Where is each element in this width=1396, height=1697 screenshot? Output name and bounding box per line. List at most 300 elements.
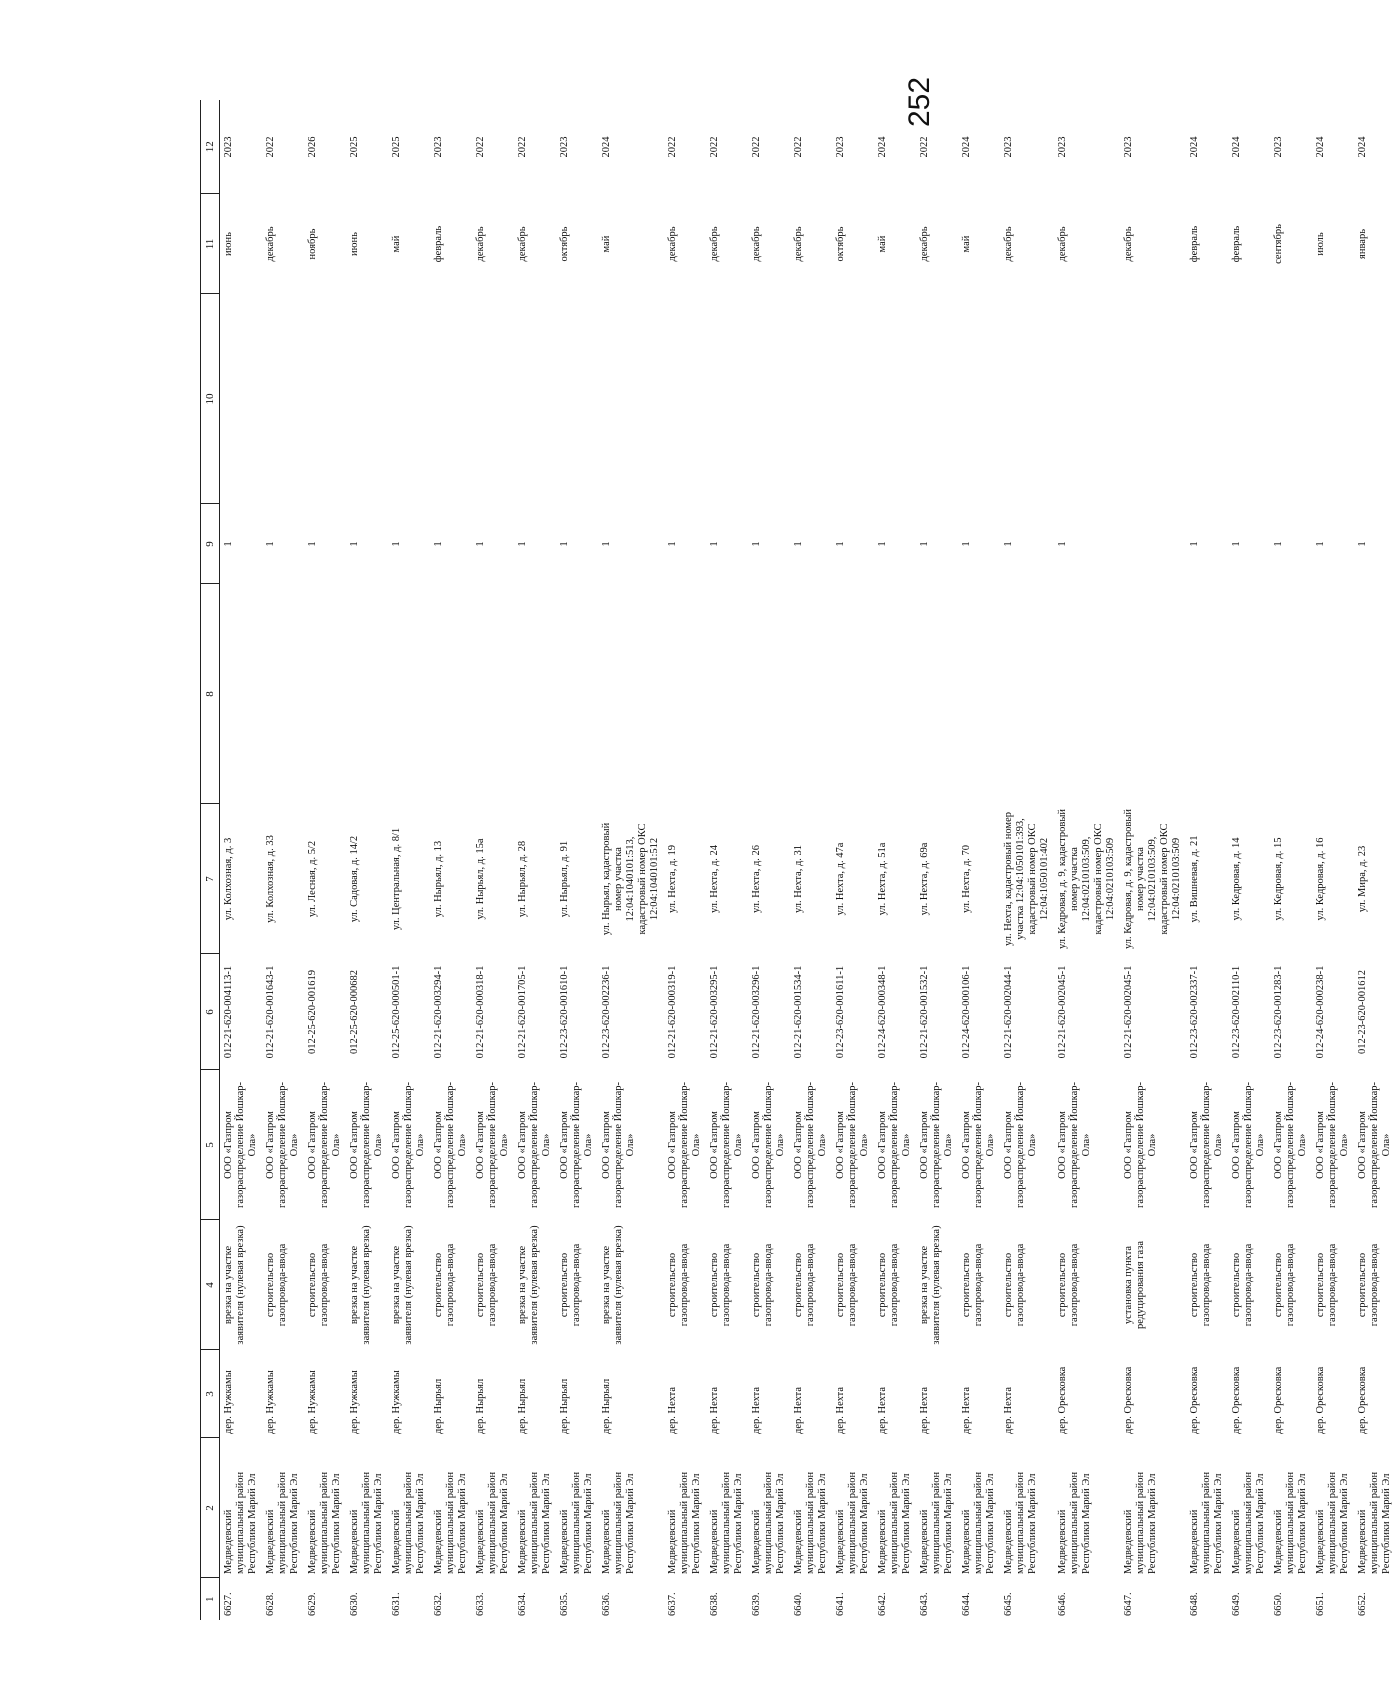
organization-cell: ООО «Газпром газораспределение Йошкар-Ола» [961,1082,996,1208]
row-number: 6628. [265,1592,276,1616]
year-cell: 2024 [1231,136,1242,158]
work-type-cell: строительство газопровода-ввода [1357,1243,1380,1327]
work-type-cell: врезка на участке заявителя (нулевая врезка) [919,1225,942,1345]
column-10-cell [1354,294,1396,504]
column-10-cell [1312,294,1354,504]
column-8-cell [832,584,874,804]
work-type-cell: строительство газопровода-ввода [835,1243,858,1327]
row-number: 6630. [349,1592,360,1616]
table-row [346,100,388,1620]
month-cell: май [877,235,888,253]
district-cell: Медведевский муниципальный район Республики Марий Эл [1231,1471,1266,1574]
month-cell: декабрь [1057,226,1068,262]
work-type-cell: строительство газопровода-ввода [667,1243,690,1327]
village-cell: дер. Нужкамы [265,1370,276,1434]
column-8-cell [472,584,514,804]
column-10-cell [304,294,346,504]
year-cell: 2024 [601,136,612,158]
month-cell: декабрь [793,226,804,262]
district-cell: Медведевский муниципальный район Республики Марий Эл [751,1471,786,1574]
application-code-cell: 012-23-620-001611-1 [835,965,846,1059]
quantity-cell: 1 [1231,541,1242,547]
organization-cell: ООО «Газпром газораспределение Йошкар-Ола» [667,1082,702,1208]
address-cell: ул. Нехта, д. 24 [709,844,720,914]
column-10-cell [916,294,958,504]
district-cell: Медведевский муниципальный район Республики Марий Эл [601,1471,636,1574]
month-cell: февраль [433,225,444,263]
village-cell: дер. Нырьял [433,1378,444,1434]
row-number: 6635. [559,1592,570,1616]
village-cell: дер. Нужкамы [223,1370,234,1434]
address-cell: ул. Вишневая, д. 21 [1189,835,1200,923]
month-cell: сентябрь [1273,224,1284,264]
address-cell: ул. Нехта, д. 51а [877,842,888,916]
address-cell: ул. Нырьял, д. 15а [475,838,486,920]
table-row [1120,100,1186,1620]
month-cell: декабрь [709,226,720,262]
column-8-cell [748,584,790,804]
column-10-cell [1120,294,1186,504]
year-cell: 2022 [793,136,804,158]
organization-cell: ООО «Газпром газораспределение Йошкар-Ола» [307,1082,342,1208]
month-cell: декабрь [475,226,486,262]
column-8-cell [430,584,472,804]
work-type-cell: строительство газопровода-ввода [1003,1243,1026,1327]
month-cell: декабрь [265,226,276,262]
application-code-cell: 012-23-620-002236-1 [601,965,612,1059]
column-8-cell [1312,584,1354,804]
table-row [1354,100,1396,1620]
year-cell: 2023 [1123,136,1134,158]
row-number: 6643. [919,1592,930,1616]
village-cell: дер. Нехта [919,1387,930,1434]
month-cell: октябрь [559,226,570,262]
work-type-cell: строительство газопровода-ввода [559,1243,582,1327]
organization-cell: ООО «Газпром газораспределение Йошкар-Ола» [835,1082,870,1208]
quantity-cell: 1 [223,541,234,547]
organization-cell: ООО «Газпром газораспределение Йошкар-Ола» [349,1082,384,1208]
table-row [874,100,916,1620]
district-cell: Медведевский муниципальный район Республики Марий Эл [265,1471,300,1574]
address-cell: ул. Нырьял, д. 91 [559,840,570,918]
organization-cell: ООО «Газпром газораспределение Йошкар-Ола» [265,1082,300,1208]
work-type-cell: строительство газопровода-ввода [433,1243,456,1327]
column-10-cell [1000,294,1054,504]
table-row [748,100,790,1620]
address-cell: ул. Нехта, д. 19 [667,844,678,914]
village-cell: дер. Нехта [709,1387,720,1434]
quantity-cell: 1 [877,541,888,547]
address-cell: ул. Нехта, д. 69а [919,842,930,916]
table-row [472,100,514,1620]
district-cell: Медведевский муниципальный район Республики Марий Эл [835,1471,870,1574]
col-header-3: 3 [201,1350,220,1438]
table-row [556,100,598,1620]
address-cell: ул. Нырьял, д. 13 [433,840,444,918]
village-cell: дер. Оресковка [1273,1366,1284,1434]
table-row [1270,100,1312,1620]
address-cell: ул. Мира, д. 23 [1357,845,1368,913]
row-number: 6632. [433,1592,444,1616]
district-cell: Медведевский муниципальный район Республики Марий Эл [517,1471,552,1574]
column-10-cell [514,294,556,504]
organization-cell: ООО «Газпром газораспределение Йошкар-Ола» [517,1082,552,1208]
application-code-cell: 012-21-620-001532-1 [919,965,930,1059]
month-cell: ноябрь [307,228,318,260]
col-header-10: 10 [201,294,220,504]
table-row [304,100,346,1620]
column-8-cell [664,584,706,804]
column-10-cell [598,294,664,504]
work-type-cell: строительство газопровода-ввода [793,1243,816,1327]
column-8-cell [1186,584,1228,804]
year-cell: 2022 [265,136,276,158]
year-cell: 2024 [1315,136,1326,158]
quantity-cell: 1 [835,541,846,547]
district-cell: Медведевский муниципальный район Республики Марий Эл [961,1471,996,1574]
address-cell: ул. Нырьял, д. 28 [517,840,528,918]
table-row [262,100,304,1620]
district-cell: Медведевский муниципальный район Республики Марий Эл [1273,1471,1308,1574]
work-type-cell: врезка на участке заявителя (нулевая врезка) [601,1225,624,1345]
district-cell: Медведевский муниципальный район Республики Марий Эл [1189,1471,1224,1574]
village-cell: дер. Нехта [667,1387,678,1434]
organization-cell: ООО «Газпром газораспределение Йошкар-Ола» [1189,1082,1224,1208]
organization-cell: ООО «Газпром газораспределение Йошкар-Ола» [1057,1082,1092,1208]
table-row [790,100,832,1620]
application-code-cell: 012-21-620-000318-1 [475,965,486,1059]
quantity-cell: 1 [1003,541,1014,547]
column-10-cell [1228,294,1270,504]
column-8-cell [916,584,958,804]
row-number: 6641. [835,1592,846,1616]
quantity-cell: 1 [1315,541,1326,547]
header-row [201,100,220,1620]
column-8-cell [790,584,832,804]
col-header-12: 12 [201,100,220,194]
work-type-cell: строительство газопровода-ввода [475,1243,498,1327]
month-cell: декабрь [1123,226,1134,262]
quantity-cell: 1 [709,541,720,547]
row-number: 6633. [475,1592,486,1616]
table-row [1054,100,1120,1620]
row-number: 6631. [391,1592,402,1616]
year-cell: 2024 [1357,136,1368,158]
table-row [1228,100,1270,1620]
table-body [220,100,1396,1620]
column-10-cell [664,294,706,504]
address-cell: ул. Кедровая, д. 16 [1315,837,1326,921]
year-cell: 2023 [433,136,444,158]
month-cell: декабрь [751,226,762,262]
row-number: 6649. [1231,1592,1242,1616]
column-10-cell [1186,294,1228,504]
application-code-cell: 012-21-620-001534-1 [793,965,804,1059]
col-header-5: 5 [201,1070,220,1220]
table-row [220,100,263,1620]
village-cell: дер. Нырьял [559,1378,570,1434]
work-type-cell: врезка на участке заявителя (нулевая врезка) [517,1225,540,1345]
quantity-cell: 1 [559,541,570,547]
village-cell: дер. Оресковка [1057,1366,1068,1434]
village-cell: дер. Нехта [961,1387,972,1434]
work-type-cell: врезка на участке заявителя (нулевая врезка) [391,1225,414,1345]
district-cell: Медведевский муниципальный район Республики Марий Эл [1003,1471,1038,1574]
application-code-cell: 012-24-620-000348-1 [877,965,888,1059]
application-code-cell: 012-23-620-002337-1 [1189,965,1200,1059]
village-cell: дер. Нырьял [475,1378,486,1434]
month-cell: май [391,235,402,253]
application-code-cell: 012-25-620-001619 [307,970,318,1054]
column-8-cell [1354,584,1396,804]
quantity-cell: 1 [517,541,528,547]
table-row [388,100,430,1620]
table-row [1000,100,1054,1620]
village-cell: дер. Нехта [751,1387,762,1434]
village-cell: дер. Нырьял [601,1378,612,1434]
column-10-cell [748,294,790,504]
application-code-cell: 012-21-620-003295-1 [709,965,720,1059]
column-8-cell [598,584,664,804]
quantity-cell: 1 [433,541,444,547]
village-cell: дер. Нехта [793,1387,804,1434]
column-10-cell [472,294,514,504]
month-cell: февраль [1231,225,1242,263]
month-cell: май [961,235,972,253]
work-type-cell: врезка на участке заявителя (нулевая врезка) [349,1225,372,1345]
address-cell: ул. Нырьял, кадастровый номер участка 12:04:1040101:513, кадастровый номер ОКС 12:04:1040101:512 [601,822,660,936]
month-cell: июль [1315,232,1326,256]
quantity-cell: 1 [667,541,678,547]
work-type-cell: установка пункта редуцирования газа [1123,1240,1146,1330]
col-header-9: 9 [201,504,220,584]
registry-table [200,100,1396,1620]
address-cell: ул. Кедровая, д. 9, кадастровый номер участка 12:04:0210103:509, кадастровый номер ОКС 12:04:0210103:509 [1057,809,1116,950]
row-number: 6648. [1189,1592,1200,1616]
village-cell: дер. Нехта [835,1387,846,1434]
district-cell: Медведевский муниципальный район Республики Марий Эл [559,1471,594,1574]
quantity-cell: 1 [1273,541,1284,547]
organization-cell: ООО «Газпром газораспределение Йошкар-Ола» [1273,1082,1308,1208]
application-code-cell: 012-23-620-001283-1 [1273,965,1284,1059]
application-code-cell: 012-21-620-003294-1 [433,965,444,1059]
village-cell: дер. Оресковка [1357,1366,1368,1434]
application-code-cell: 012-21-620-002045-1 [1123,965,1134,1059]
address-cell: ул. Лесная, д. 5/2 [307,840,318,918]
work-type-cell: строительство газопровода-ввода [961,1243,984,1327]
address-cell: ул. Кедровая, д. 15 [1273,837,1284,921]
organization-cell: ООО «Газпром газораспределение Йошкар-Ола» [1315,1082,1350,1208]
application-code-cell: 012-21-620-002044-1 [1003,965,1014,1059]
quantity-cell: 1 [1189,541,1200,547]
quantity-cell: 1 [1357,541,1368,547]
column-8-cell [706,584,748,804]
month-cell: декабрь [919,226,930,262]
column-8-cell [1000,584,1054,804]
year-cell: 2023 [1003,136,1014,158]
work-type-cell: врезка на участке заявителя (нулевая врезка) [223,1225,246,1345]
year-cell: 2024 [961,136,972,158]
quantity-cell: 1 [1057,541,1068,547]
column-10-cell [556,294,598,504]
district-cell: Медведевский муниципальный район Республики Марий Эл [475,1471,510,1574]
col-header-8: 8 [201,584,220,804]
col-header-7: 7 [201,804,220,954]
column-8-cell [1270,584,1312,804]
row-number: 6646. [1057,1592,1068,1616]
work-type-cell: строительство газопровода-ввода [265,1243,288,1327]
application-code-cell: 012-21-620-003296-1 [751,965,762,1059]
column-10-cell [832,294,874,504]
table-row [514,100,556,1620]
work-type-cell: строительство газопровода-ввода [751,1243,774,1327]
month-cell: май [601,235,612,253]
quantity-cell: 1 [919,541,930,547]
address-cell: ул. Садовая, д. 14/2 [349,835,360,923]
work-type-cell: строительство газопровода-ввода [877,1243,900,1327]
column-8-cell [388,584,430,804]
district-cell: Медведевский муниципальный район Республики Марий Эл [349,1471,384,1574]
row-number: 6637. [667,1592,678,1616]
district-cell: Медведевский муниципальный район Республики Марий Эл [709,1471,744,1574]
column-8-cell [958,584,1000,804]
work-type-cell: строительство газопровода-ввода [1057,1243,1080,1327]
organization-cell: ООО «Газпром газораспределение Йошкар-Ола» [1231,1082,1266,1208]
organization-cell: ООО «Газпром газораспределение Йошкар-Ола» [391,1082,426,1208]
row-number: 6639. [751,1592,762,1616]
column-10-cell [1054,294,1120,504]
table-row [1312,100,1354,1620]
col-header-4: 4 [201,1220,220,1350]
village-cell: дер. Оресковка [1315,1366,1326,1434]
address-cell: ул. Колхозная, д. 33 [265,835,276,923]
village-cell: дер. Нужкамы [349,1370,360,1434]
row-number: 6645. [1003,1592,1014,1616]
row-number: 6647. [1123,1592,1134,1616]
quantity-cell: 1 [391,541,402,547]
row-number: 6627. [223,1592,234,1616]
application-code-cell: 012-23-620-001610-1 [559,965,570,1059]
work-type-cell: строительство газопровода-ввода [1273,1243,1296,1327]
year-cell: 2023 [1057,136,1068,158]
application-code-cell: 012-21-620-002045-1 [1057,965,1068,1059]
month-cell: февраль [1189,225,1200,263]
column-8-cell [1228,584,1270,804]
application-code-cell: 012-25-620-000682 [349,970,360,1054]
quantity-cell: 1 [793,541,804,547]
application-code-cell: 012-23-620-001612 [1357,970,1368,1054]
address-cell: ул. Нехта, д. 47а [835,842,846,916]
application-code-cell: 012-21-620-000319-1 [667,965,678,1059]
column-8-cell [1120,584,1186,804]
address-cell: ул. Центральная, д. 8/1 [391,827,402,931]
month-cell: декабрь [1003,226,1014,262]
organization-cell: ООО «Газпром газораспределение Йошкар-Ола» [559,1082,594,1208]
district-cell: Медведевский муниципальный район Республики Марий Эл [1123,1471,1158,1574]
address-cell: ул. Колхозная, д. 3 [223,837,234,921]
district-cell: Медведевский муниципальный район Республики Марий Эл [433,1471,468,1574]
quantity-cell: 1 [961,541,972,547]
year-cell: 2022 [667,136,678,158]
column-10-cell [388,294,430,504]
page-number: 252 [903,76,936,128]
district-cell: Медведевский муниципальный район Республики Марий Эл [1357,1471,1392,1574]
year-cell: 2023 [1273,136,1284,158]
application-code-cell: 012-21-620-001643-1 [265,965,276,1059]
address-cell: ул. Нехта, д. 26 [751,844,762,914]
organization-cell: ООО «Газпром газораспределение Йошкар-Ола» [709,1082,744,1208]
row-number: 6644. [961,1592,972,1616]
month-cell: декабрь [517,226,528,262]
table-row [664,100,706,1620]
organization-cell: ООО «Газпром газораспределение Йошкар-Ола» [601,1082,636,1208]
column-8-cell [514,584,556,804]
row-number: 6651. [1315,1592,1326,1616]
column-10-cell [262,294,304,504]
address-cell: ул. Кедровая, д. 14 [1231,837,1242,921]
organization-cell: ООО «Газпром газораспределение Йошкар-Ола» [751,1082,786,1208]
district-cell: Медведевский муниципальный район Республики Марий Эл [1315,1471,1350,1574]
column-8-cell [220,584,263,804]
table-row [430,100,472,1620]
organization-cell: ООО «Газпром газораспределение Йошкар-Ола» [475,1082,510,1208]
village-cell: дер. Нехта [877,1387,888,1434]
quantity-cell: 1 [307,541,318,547]
work-type-cell: строительство газопровода-ввода [1189,1243,1212,1327]
table-row [958,100,1000,1620]
year-cell: 2022 [475,136,486,158]
row-number: 6640. [793,1592,804,1616]
col-header-2: 2 [201,1438,220,1578]
year-cell: 2023 [223,136,234,158]
row-number: 6638. [709,1592,720,1616]
quantity-cell: 1 [349,541,360,547]
work-type-cell: строительство газопровода-ввода [307,1243,330,1327]
column-8-cell [874,584,916,804]
column-10-cell [790,294,832,504]
column-8-cell [1054,584,1120,804]
table-row [706,100,748,1620]
col-header-11: 11 [201,194,220,294]
village-cell: дер. Нужкамы [391,1370,402,1434]
column-8-cell [556,584,598,804]
year-cell: 2025 [349,136,360,158]
organization-cell: ООО «Газпром газораспределение Йошкар-Ола» [223,1082,258,1208]
row-number: 6650. [1273,1592,1284,1616]
row-number: 6642. [877,1592,888,1616]
work-type-cell: строительство газопровода-ввода [709,1243,732,1327]
district-cell: Медведевский муниципальный район Республики Марий Эл [793,1471,828,1574]
district-cell: Медведевский муниципальный район Республики Марий Эл [223,1471,258,1574]
year-cell: 2025 [391,136,402,158]
organization-cell: ООО «Газпром газораспределение Йошкар-Ола» [919,1082,954,1208]
application-code-cell: 012-21-620-004113-1 [223,965,234,1059]
village-cell: дер. Нехта [1003,1387,1014,1434]
year-cell: 2022 [517,136,528,158]
quantity-cell: 1 [265,541,276,547]
address-cell: ул. Нехта, д. 31 [793,844,804,914]
village-cell: дер. Нырьял [517,1378,528,1434]
year-cell: 2024 [877,136,888,158]
row-number: 6652. [1357,1592,1368,1616]
row-number: 6636. [601,1592,612,1616]
month-cell: октябрь [835,226,846,262]
row-number: 6634. [517,1592,528,1616]
district-cell: Медведевский муниципальный район Республики Марий Эл [667,1471,702,1574]
column-8-cell [346,584,388,804]
table-row [598,100,664,1620]
month-cell: декабрь [667,226,678,262]
